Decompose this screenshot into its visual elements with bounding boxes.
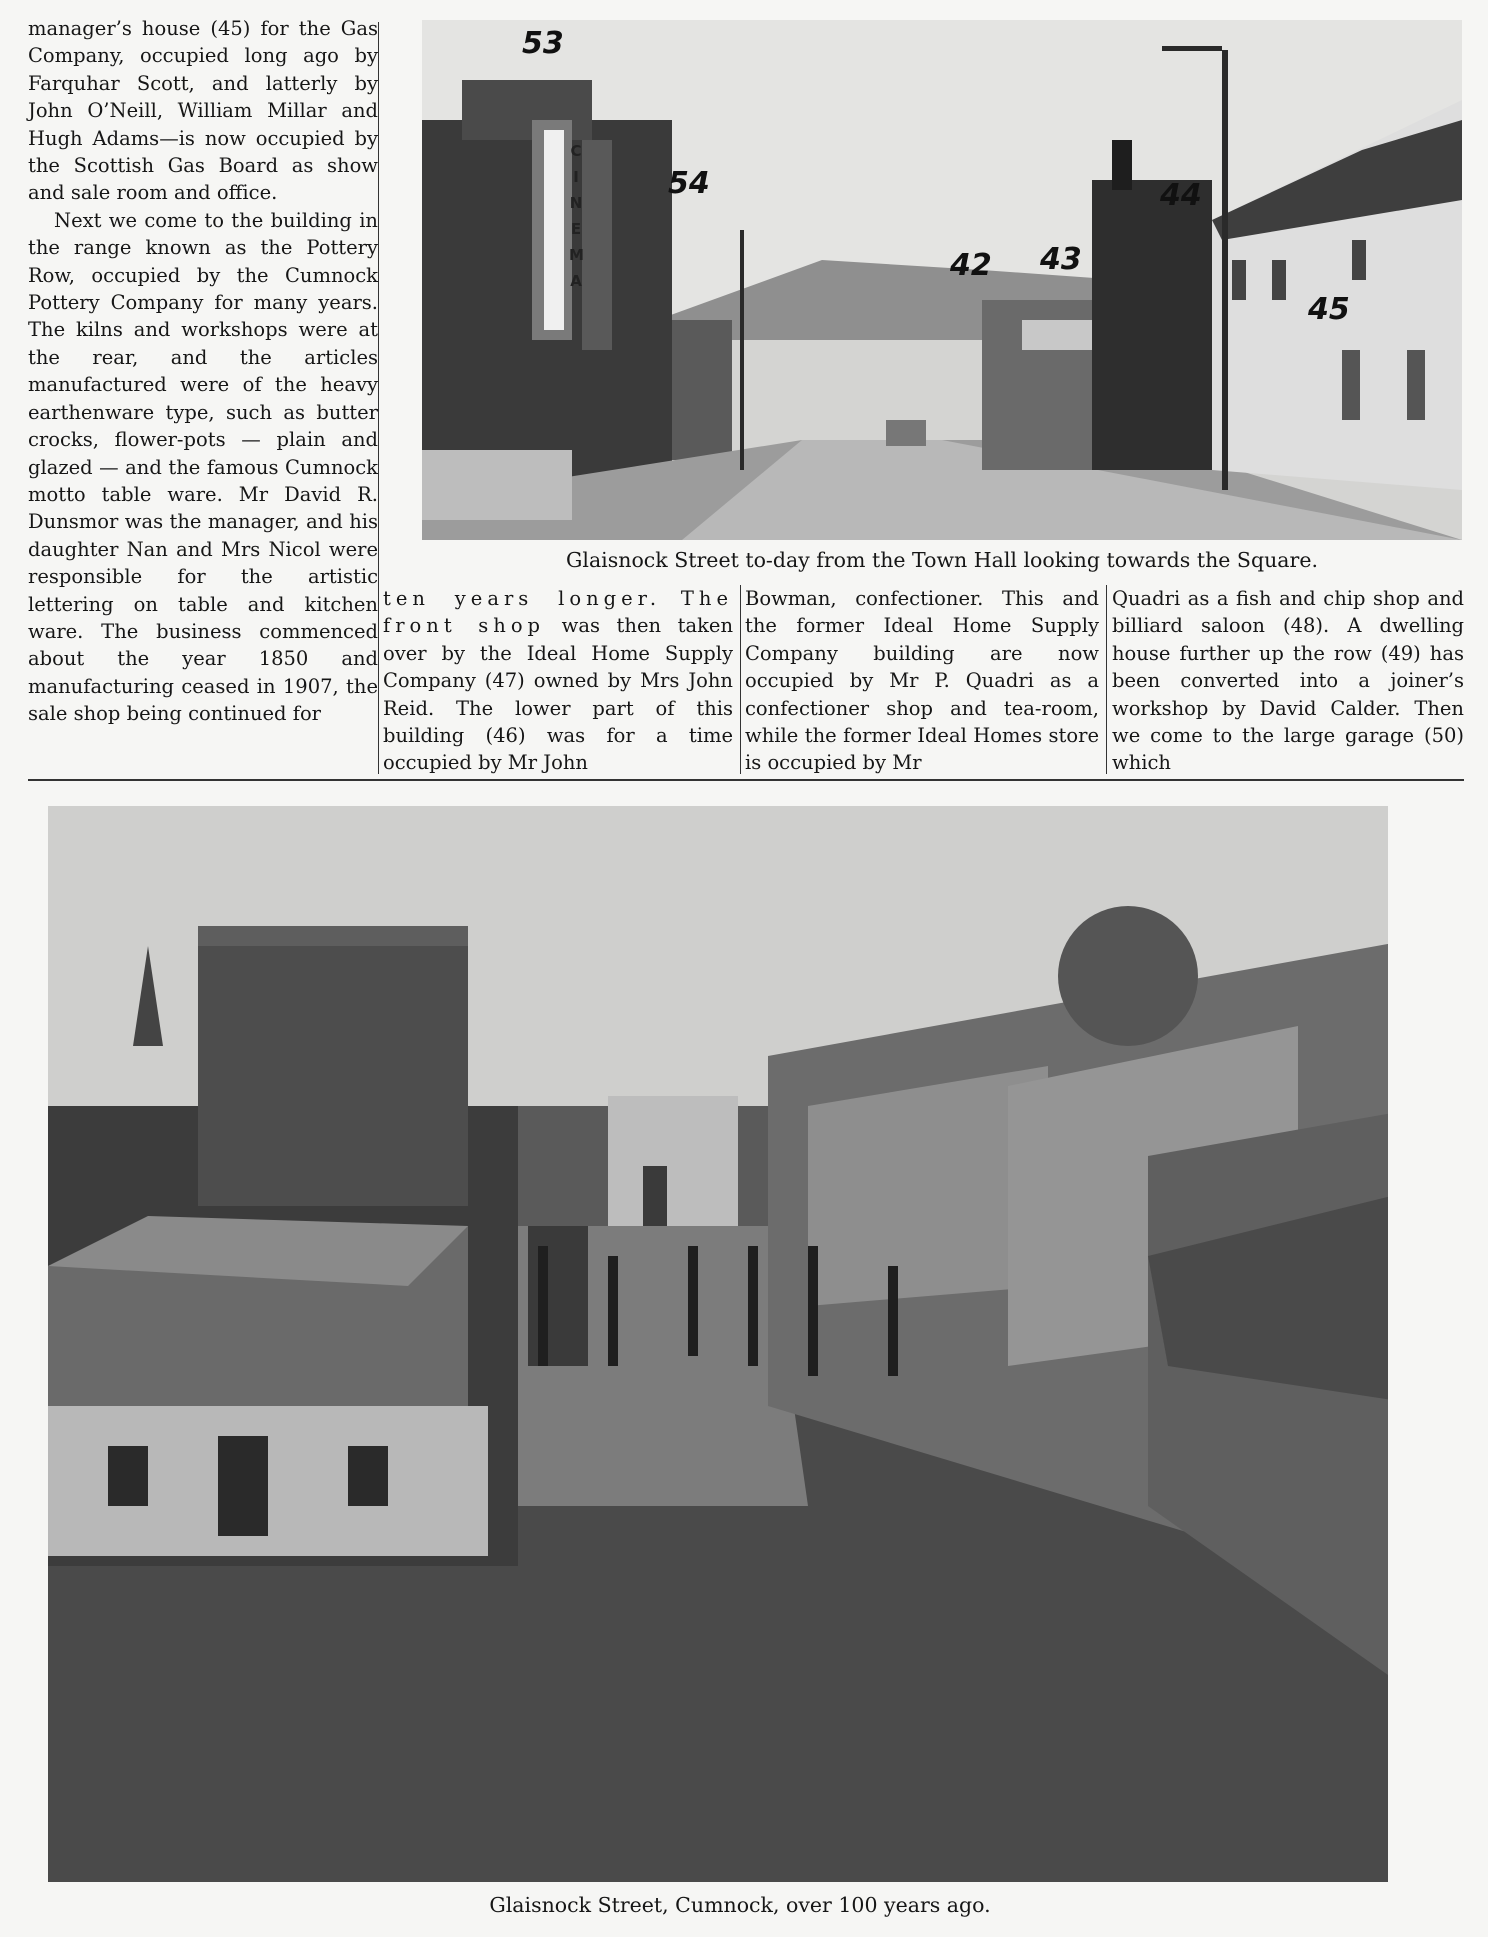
bottom-photo-caption: Glaisnock Street, Cumnock, over 100 years ago.	[489, 1893, 991, 1917]
column-2-text: was then taken over by the Ideal Home Supply Company (47) owned by Mrs John Reid. The lower part of this building (46) was for a time occupied by Mr John	[383, 614, 733, 775]
column-3-text: Bowman, confectioner. This and the former Ideal Home Supply Company building are now occupied by Mr P. Quadri as a confectioner shop and tea-room, while the former Ideal Homes store is occupied by Mr	[745, 587, 1099, 775]
top-photo-glaisnock-street-today	[422, 20, 1462, 540]
column-2-lead: ten years longer.	[383, 587, 662, 610]
photo-number-53: 53	[522, 26, 564, 61]
paragraph-gas-company: manager’s house (45) for the Gas Company, occupied long ago by Farquhar Scott, and latterly by John O’Neill, William Millar and Hugh Adams—is now occupied by the Scottish Gas Board as show and sale room and office.	[28, 17, 378, 205]
column-divider-3	[1106, 585, 1107, 774]
column-4-text: Quadri as a fish and chip shop and billiard saloon (48). A dwelling house further up the row (49) has been converted into a joiner’s workshop by David Calder. Then we come to the large garage (50) which	[1112, 587, 1464, 775]
bottom-photo-glaisnock-street-historic	[48, 806, 1432, 1882]
top-photo-caption: Glaisnock Street to-day from the Town Hall looking towards the Square.	[566, 548, 1318, 572]
photo-number-44: 44	[1160, 178, 1202, 213]
column-divider-1	[378, 22, 379, 774]
article-column-4	[1112, 585, 1464, 777]
photo-number-42: 42	[950, 248, 992, 283]
column-divider-2	[740, 585, 741, 774]
cinema-sign-text: CINEMA	[569, 142, 584, 290]
article-column-3	[745, 585, 1099, 777]
photo-number-45: 45	[1308, 292, 1350, 327]
paragraph-pottery-row: Next we come to the building in the range known as the Pottery Row, occupied by the Cumnock Pottery Company for many years. The kilns and workshops were at the rear, and the articles manufactured were of the heavy earthenware type, such as butter crocks, flower-pots — plain and glazed — and the famous Cumnock motto table ware. Mr David R. Dunsmor was the manager, and his daughter Nan and Mrs Nicol were responsible for the artistic lettering on table and kitchen ware. The business commenced about the year 1850 and manufacturing ceased in 1907, the sale shop being continued for	[28, 208, 378, 726]
photo-number-43: 43	[1040, 242, 1082, 277]
article-column-2	[383, 585, 733, 777]
column-2-spaced-text: The front shop	[383, 587, 734, 638]
horizontal-rule	[28, 779, 1464, 781]
article-column-1	[28, 15, 378, 728]
photo-number-54: 54	[668, 166, 710, 201]
